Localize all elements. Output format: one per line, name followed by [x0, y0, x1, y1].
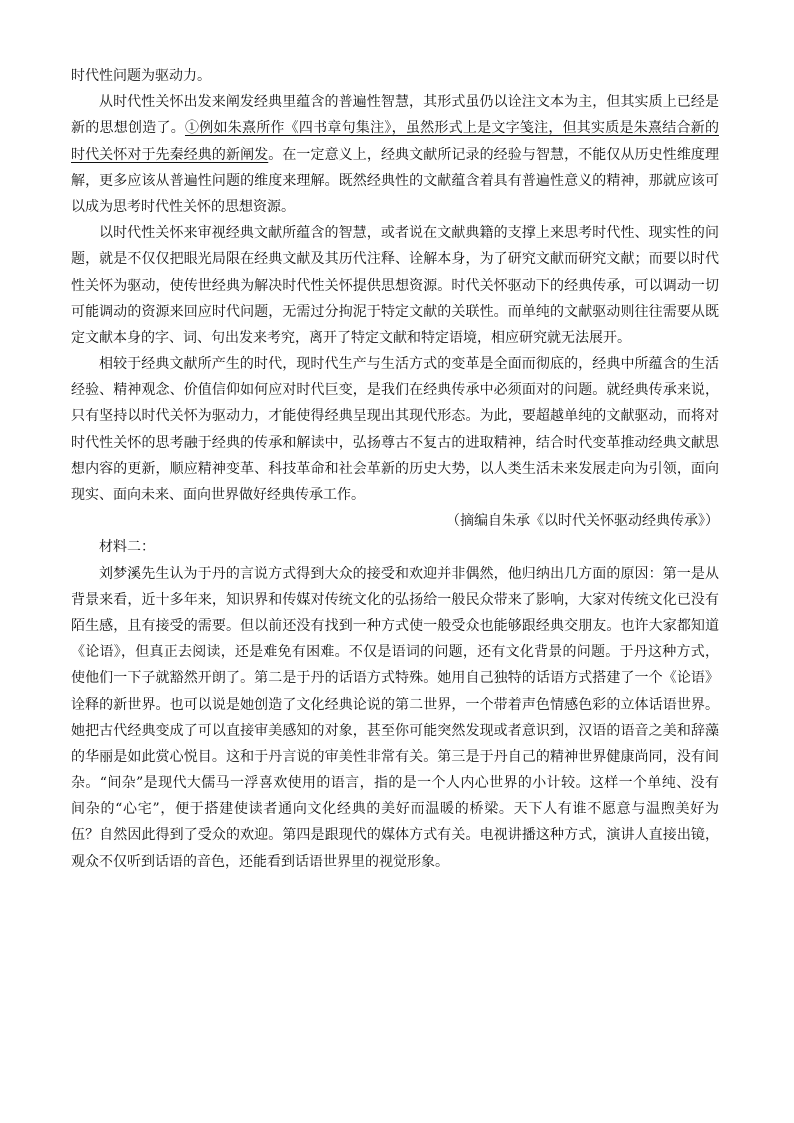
text-line: [71, 246, 719, 272]
line-text: 观众不仅听到话语的音色，还能看到话语世界里的视觉形象。: [71, 853, 449, 870]
text-line: [71, 534, 719, 560]
text-line: [71, 456, 719, 482]
text-line: [71, 142, 719, 168]
text-line: [71, 63, 719, 89]
line-text: 时代性问题为驱动力。: [71, 68, 211, 84]
line-text: 刘梦溪先生认为于丹的言说方式得到大众的接受和欢迎并非偶然，他归纳出几方面的原因：第一是从: [99, 565, 719, 582]
text-line: [71, 377, 719, 403]
line-text: 新的思想创造了。: [71, 120, 185, 137]
line-text: 可能调动的资源来回应时代问题，无需过分拘泥于特定文献的关联性。而单纯的文献驱动则往往需要从既: [71, 303, 719, 320]
text-line: [71, 403, 719, 429]
line-text: 她把古代经典变成了可以直接审美感知的对象，甚至你可能突然发现或者意识到，汉语的语音之美和辞藻: [71, 722, 719, 739]
line-text: 陌生感，且有接受的需要。但以前还没有找到一种方式使一般受众也能够跟经典交朋友。也许大家都知道: [71, 617, 719, 634]
line-text: 《论语》，但真正去阅读，还是难免有困难。不仅是语词的问题，还有文化背景的问题。于丹这种方式，: [71, 644, 719, 661]
line-text: 只有坚持以时代关怀为驱动力，才能使得经典呈现出其现代形态。为此，要超越单纯的文献驱动，而将对: [71, 408, 719, 425]
text-line: [71, 168, 719, 194]
document-page: [71, 63, 719, 875]
underlined-text: 时代关怀对于先秦经典的新阐发: [71, 146, 269, 163]
text-line: [71, 587, 719, 613]
text-line: [71, 561, 719, 587]
text-line: [71, 325, 719, 351]
line-text: 经验、精神观念、价值信仰如何应对时代巨变，是我们在经典传承中必须面对的问题。就经典传承来说，: [71, 382, 719, 399]
text-line: [71, 89, 719, 115]
line-text: 题，就是不仅仅把眼光局限在经典文献及其历代注释、诠解本身，为了研究文献而研究文献；而要以时代: [71, 251, 719, 268]
line-text: 杂。“间杂”是现代大儒马一浮喜欢使用的语言，指的是一个人内心世界的小计较。这样一个单纯、没有: [71, 775, 719, 792]
line-text: 以时代性关怀来审视经典文献所蕴含的智慧，或者说在文献典籍的支撑上来思考时代性、现实性的问: [99, 225, 719, 242]
line-text: 背景来看，近十多年来，知识界和传媒对传统文化的弘扬给一般民众带来了影响，大家对传统文化已没有: [71, 591, 719, 608]
line-text: 性关怀为驱动，使传世经典为解决时代性关怀提供思想资源。时代关怀驱动下的经典传承，可以调动一切: [71, 277, 719, 294]
text-line: [71, 273, 719, 299]
line-text: 的华丽是如此赏心悦目。这和于丹言说的审美性非常有关。第三是于丹自己的精神世界健康尚同，没有间: [71, 748, 719, 765]
text-line: [71, 665, 719, 691]
text-line: [71, 482, 719, 508]
line-text: 相较于经典文献所产生的时代，现时代生产与生活方式的变革是全面而彻底的，经典中所蕴含的生活: [99, 356, 719, 373]
text-line: [71, 849, 719, 875]
text-line: [71, 744, 719, 770]
line-text: 从时代性关怀出发来阐发经典里蕴含的普遍性智慧，其形式虽仍以诠注文本为主，但其实质上已经是: [99, 94, 719, 111]
text-line: [71, 220, 719, 246]
text-line: [71, 822, 719, 848]
line-text: 伍？自然因此得到了受众的欢迎。第四是跟现代的媒体方式有关。电视讲播这种方式，演讲人直接出镜，: [71, 827, 719, 844]
line-text: 现实、面向未来、面向世界做好经典传承工作。: [71, 487, 365, 503]
text-line: [71, 430, 719, 456]
line-text: 材料二：: [99, 539, 155, 556]
text-line: [71, 194, 719, 220]
text-line: [71, 639, 719, 665]
line-text: 诠释的新世界。也可以说是她创造了文化经典论说的第二世界，一个带着声色情感色彩的立体话语世界。: [71, 696, 719, 713]
line-text: 定文献本身的字、词、句出发来考究，离开了特定文献和特定语境，相应研究就无法展开。: [71, 329, 631, 346]
line-text: 时代性关怀的思考融于经典的传承和解读中，弘扬尊古不复古的进取精神，结合时代变革推动经典文献思: [71, 434, 719, 451]
text-line: [71, 718, 719, 744]
line-text: 解，更多应该从普遍性问题的维度来理解。既然经典性的文献蕴含着具有普遍性意义的精神，那就应该可: [71, 172, 719, 189]
text-line: [71, 115, 719, 141]
text-line: [71, 692, 719, 718]
line-text: 间杂的“心宅”，便于搭建使读者通向文化经典的美好而温暖的桥梁。天下人有谁不愿意与温煦美好为: [71, 801, 719, 818]
line-text: 以成为思考时代性关怀的思想资源。: [71, 198, 295, 215]
line-text: 。在一定意义上，经典文献所记录的经验与智慧，不能仅从历史性维度理: [268, 146, 719, 163]
line-text: 想内容的更新，顺应精神变革、科技革命和社会革新的历史大势，以人类生活未来发展走向为引领，面向: [71, 460, 719, 477]
text-line: [71, 508, 719, 534]
line-text: 使他们一下子就豁然开朗了。第二是于丹的话语方式特殊。她用自己独特的话语方式搭建了一个《论语》: [71, 670, 719, 687]
text-line: [71, 770, 719, 796]
text-line: [71, 299, 719, 325]
line-text: （摘编自朱承《以时代关怀驱动经典传承》）: [446, 513, 719, 530]
text-line: [71, 351, 719, 377]
underlined-text: ①例如朱熹所作《四书章句集注》，虽然形式上是文字笺注，但其实质是朱熹结合新的: [184, 120, 719, 137]
text-line: [71, 796, 719, 822]
text-line: [71, 613, 719, 639]
